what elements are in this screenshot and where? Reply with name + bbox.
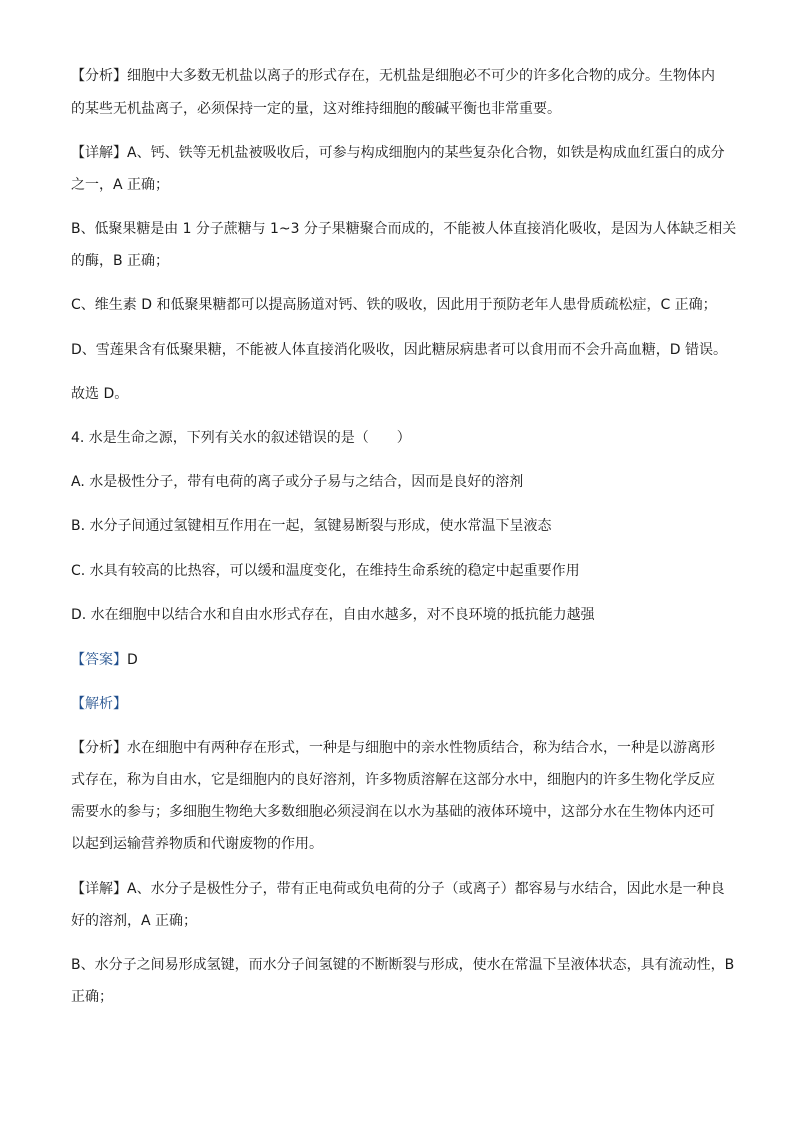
question-4-option-a: A. 水是极性分子，带有电荷的离子或分子易与之结合，因而是良好的溶剂 [71, 474, 524, 490]
answer-label: 【答案】 [71, 652, 127, 668]
analysis-4-label: 【分析】 [71, 740, 127, 756]
analysis-4-line-3: 需要水的参与；多细胞生物绝大多数细胞必须浸润在以水为基础的液体环境中，这部分水在生物体内还可 [71, 804, 715, 820]
answer-line [71, 652, 736, 668]
analysis-prev-line-2: 的某些无机盐离子，必须保持一定的量，这对维持细胞的酸碱平衡也非常重要。 [71, 101, 561, 117]
question-4-option-b: B. 水分子间通过氢键相互作用在一起，氢键易断裂与形成，使水常温下呈液态 [71, 518, 552, 534]
question-4-option-c: C. 水具有较高的比热容，可以缓和温度变化，在维持生命系统的稳定中起重要作用 [71, 563, 580, 579]
detail-4-b-line-1: B、水分子之间易形成氢键，而水分子间氢键的不断断裂与形成，使水在常温下呈液体状态，具有流动性，B [71, 957, 735, 973]
detail-prev-d-line: D、雪莲果含有低聚果糖，不能被人体直接消化吸收，因此糖尿病患者可以食用而不会升高血糖，D 错误。 [71, 342, 728, 358]
analysis-4-line-2: 式存在，称为自由水，它是细胞内的良好溶剂，许多物质溶解在这部分水中，细胞内的许多生物化学反应 [71, 772, 715, 788]
answer-value: D [127, 652, 138, 668]
detail-4-a-line-2: 好的溶剂，A 正确； [71, 913, 198, 929]
detail-prev-b-line-2: 的酶，B 正确； [71, 253, 170, 269]
question-4-option-d: D. 水在细胞中以结合水和自由水形式存在，自由水越多，对不良环境的抵抗能力越强 [71, 607, 595, 623]
detail-prev-b-line-1: B、低聚果糖是由 1 分子蔗糖与 1~3 分子果糖聚合而成的，不能被人体直接消化吸收，是因为人体缺乏相关 [71, 221, 737, 237]
detail-prev-conclusion: 故选 D。 [71, 386, 129, 402]
detail-4-label: 【详解】 [71, 881, 127, 897]
analysis-label: 【分析】 [71, 68, 127, 84]
analysis-4-line-4: 以起到运输营养物质和代谢废物的作用。 [71, 836, 323, 852]
detail-prev-a-line-1: 【详解】A、钙、铁等无机盐被吸收后，可参与构成细胞内的某些复杂化合物，如铁是构成血红蛋白的成分 [71, 145, 725, 161]
analysis-4-line-1: 【分析】水在细胞中有两种存在形式，一种是与细胞中的亲水性物质结合，称为结合水，一种是以游离形 [71, 740, 715, 756]
detail-prev-c-line: C、维生素 D 和低聚果糖都可以提高肠道对钙、铁的吸收，因此用于预防老年人患骨质疏松症，C 正确； [71, 297, 717, 313]
detail-4-b-line-2: 正确； [71, 989, 113, 1005]
explain-label: 【解析】 [71, 696, 127, 712]
detail-label: 【详解】 [71, 145, 127, 161]
detail-4-a-line-1: 【详解】A、水分子是极性分子，带有正电荷或负电荷的分子（或离子）都容易与水结合，因此水是一种良 [71, 881, 725, 897]
analysis-prev-line-1: 【分析】细胞中大多数无机盐以离子的形式存在，无机盐是细胞必不可少的许多化合物的成分。生物体内 [71, 68, 715, 84]
detail-prev-a-line-2: 之一，A 正确； [71, 177, 170, 193]
question-4-stem: 4. 水是生命之源，下列有关水的叙述错误的是（ ） [71, 430, 411, 446]
